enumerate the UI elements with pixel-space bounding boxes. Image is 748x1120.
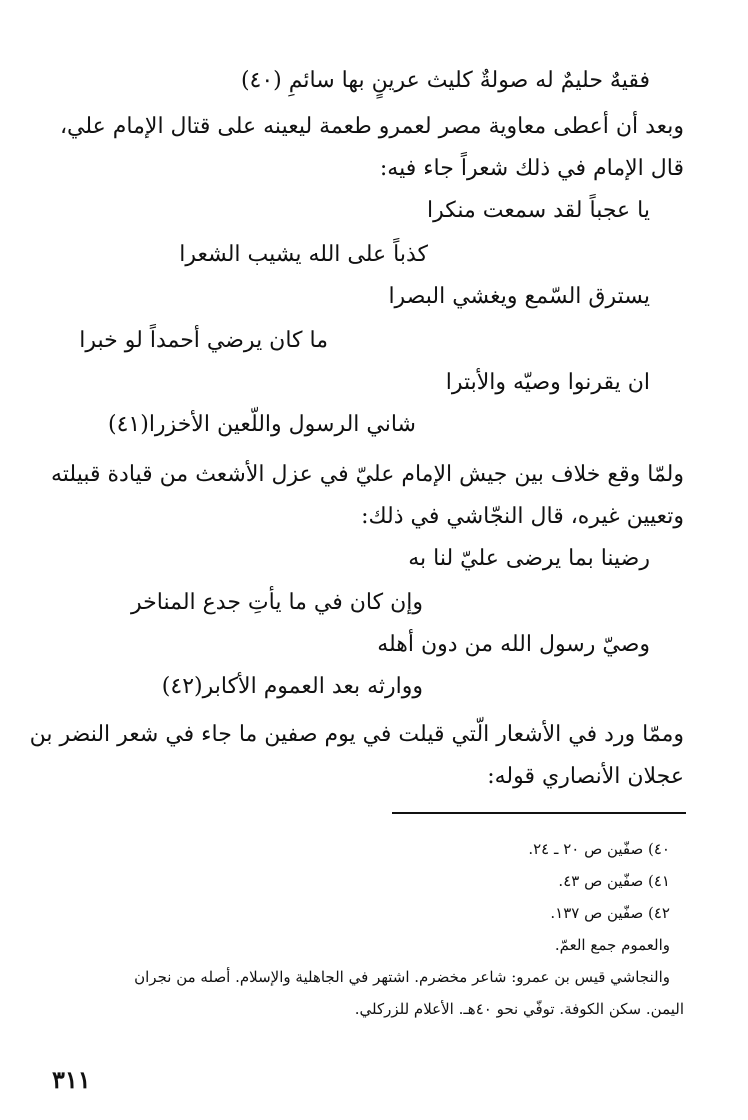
poem-verse: يسترق السّمع ويغشي البصرا (388, 284, 650, 309)
footnote: والنجاشي قيس بن عمرو: شاعر مخضرم. اشتهر في الجاهلية والإسلام. أصله من نجران (134, 968, 670, 986)
poem-verse: كذباً على الله يشيب الشعرا (179, 242, 428, 267)
body-text-line: وبعد أن أعطى معاوية مصر لعمرو طعمة ليعينه على قتال الإمام علي، (59, 114, 684, 139)
poem-verse: وصيّ رسول الله من دون أهله (377, 632, 650, 657)
body-text-line: وممّا ورد في الأشعار الّتي قيلت في يوم صفين ما جاء في شعر النضر بن (29, 722, 684, 747)
poem-verse: ان يقرنوا وصيّه والأبترا (445, 370, 650, 395)
poem-verse: ما كان يرضي أحمداً لو خبرا (79, 328, 328, 353)
footnote: ٤٠) صفّين ص ٢٠ ـ ٢٤. (528, 840, 670, 858)
footnote-separator (392, 812, 686, 814)
footnote: اليمن. سكن الكوفة. توفّي نحو ٤٠هـ. الأعلام للزركلي. (354, 1000, 684, 1018)
poem-verse: ووارثه بعد العموم الأكابر(٤٢) (161, 674, 423, 699)
poem-verse: رضينا بما يرضى عليّ لنا به (408, 546, 650, 571)
body-text-line: وتعيين غيره، قال النجّاشي في ذلك: (361, 504, 684, 529)
poem-verse: وإن كان في ما يأتِ جدع المناخر (131, 590, 423, 615)
body-text-line: ولمّا وقع خلاف بين جيش الإمام عليّ في عزل الأشعث من قيادة قبيلته (51, 462, 684, 487)
poem-verse: فقيهٌ حليمٌ له صولةٌ كليث عرينٍ بها سائمِ (٤٠) (240, 68, 650, 93)
footnote: والعموم جمع العمّ. (554, 936, 670, 954)
footnote: ٤٢) صفّين ص ١٣٧. (550, 904, 670, 922)
body-text-line: قال الإمام في ذلك شعراً جاء فيه: (379, 156, 684, 181)
body-text-line: عجلان الأنصاري قوله: (487, 764, 684, 789)
poem-verse: يا عجباً لقد سمعت منكرا (426, 198, 650, 223)
footnote: ٤١) صفّين ص ٤٣. (558, 872, 670, 890)
page-number: ٣١١ (52, 1065, 91, 1094)
poem-verse: شاني الرسول واللّعين الأخزرا(٤١) (108, 412, 416, 437)
